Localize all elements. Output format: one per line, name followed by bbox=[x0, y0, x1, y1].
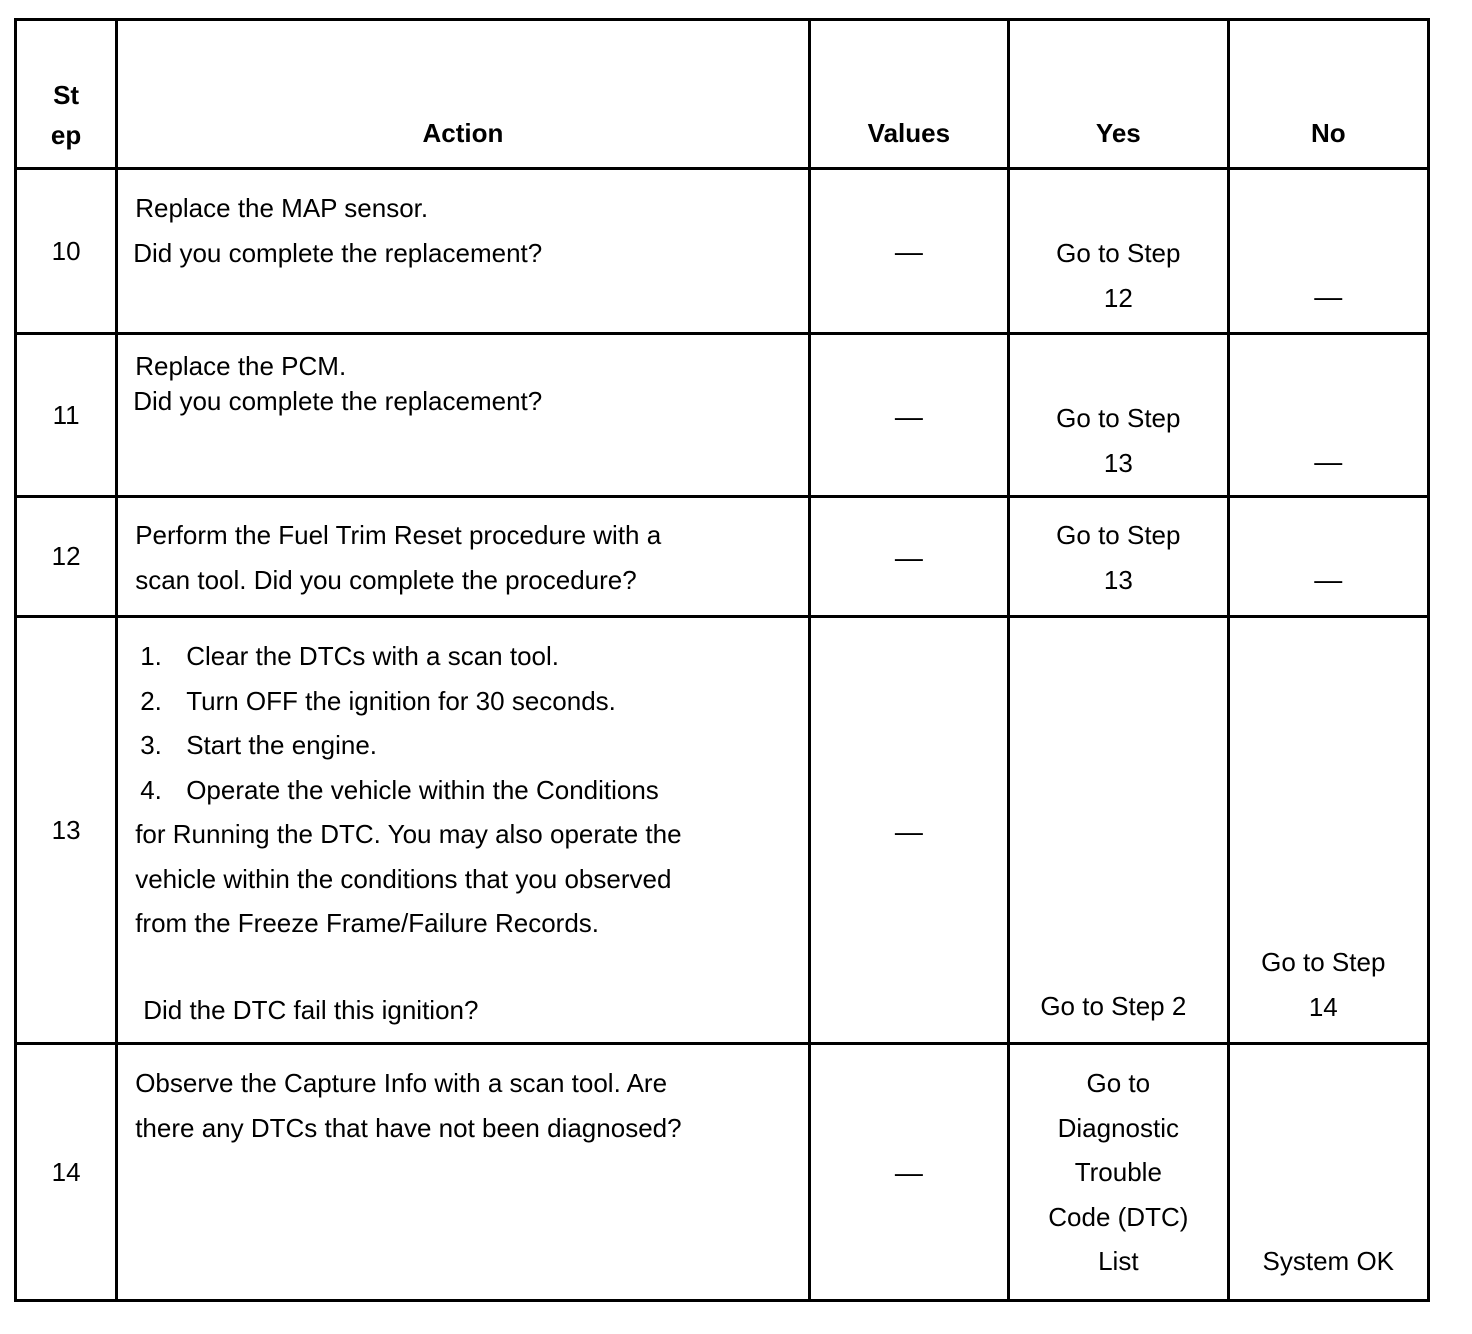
table-row bbox=[16, 1044, 1429, 1301]
action-cell bbox=[117, 169, 809, 334]
header-no: No bbox=[1228, 20, 1428, 169]
no-cell bbox=[1228, 334, 1428, 497]
header-step bbox=[16, 20, 117, 169]
no-text: 14 bbox=[1308, 991, 1338, 1022]
header-action: Action bbox=[117, 20, 809, 169]
action-text: scan tool. Did you complete the procedure? bbox=[135, 564, 637, 595]
action-text: Replace the PCM. bbox=[135, 351, 347, 381]
step-number: 14 bbox=[16, 1044, 117, 1301]
yes-cell bbox=[1009, 497, 1228, 617]
action-text: from the Freeze Frame/Failure Records. bbox=[135, 908, 600, 938]
yes-text: List bbox=[1098, 1246, 1139, 1276]
yes-cell bbox=[1009, 617, 1228, 1044]
table-row bbox=[16, 497, 1429, 617]
yes-text: 12 bbox=[1103, 282, 1133, 313]
values-cell bbox=[809, 169, 1008, 334]
list-number: 2. bbox=[140, 685, 162, 716]
action-text: Observe the Capture Info with a scan tool. Are bbox=[135, 1068, 668, 1098]
list-text: Clear the DTCs with a scan tool. bbox=[186, 641, 560, 671]
no-cell bbox=[1228, 497, 1428, 617]
no-text: System OK bbox=[1262, 1246, 1395, 1276]
list-item bbox=[135, 768, 797, 813]
step-number: 12 bbox=[16, 497, 117, 617]
list-item bbox=[135, 723, 797, 768]
list-text: Turn OFF the ignition for 30 seconds. bbox=[186, 685, 616, 716]
diagnostic-table bbox=[14, 18, 1430, 1302]
table-row bbox=[16, 334, 1429, 497]
step-number: 13 bbox=[16, 617, 117, 1044]
action-text: Did you complete the replacement? bbox=[133, 386, 543, 416]
yes-cell bbox=[1009, 1044, 1228, 1301]
action-text: Perform the Fuel Trim Reset procedure with a bbox=[135, 520, 662, 550]
yes-text: Go to Step bbox=[1056, 238, 1181, 268]
action-text: vehicle within the conditions that you observed bbox=[135, 863, 672, 894]
list-item bbox=[135, 679, 797, 724]
values-text: — bbox=[894, 1157, 923, 1188]
no-cell bbox=[1228, 169, 1428, 334]
values-cell bbox=[809, 617, 1008, 1044]
action-text: Did you complete the replacement? bbox=[133, 237, 543, 268]
yes-cell bbox=[1009, 334, 1228, 497]
header-yes: Yes bbox=[1009, 20, 1228, 169]
action-cell bbox=[117, 334, 809, 497]
yes-cell bbox=[1009, 169, 1228, 334]
step-number: 10 bbox=[16, 169, 117, 334]
list-text: Start the engine. bbox=[186, 730, 378, 760]
table-row bbox=[16, 617, 1429, 1044]
no-text: — bbox=[1314, 564, 1343, 595]
action-question: Did the DTC fail this ignition? bbox=[143, 994, 479, 1025]
table-row bbox=[16, 169, 1429, 334]
action-text: Replace the MAP sensor. bbox=[135, 193, 429, 223]
list-text: Operate the vehicle within the Conditions bbox=[186, 774, 659, 805]
no-text: — bbox=[1314, 446, 1343, 477]
list-item bbox=[135, 634, 797, 679]
header-step-line1: St bbox=[53, 80, 80, 110]
no-cell bbox=[1228, 617, 1428, 1044]
header-step-line2: ep bbox=[50, 120, 82, 150]
no-text: — bbox=[1314, 281, 1343, 312]
yes-text: Go to Step bbox=[1056, 403, 1181, 433]
yes-text: 13 bbox=[1103, 447, 1133, 478]
yes-text: Go to Step bbox=[1056, 520, 1181, 550]
values-text: — bbox=[894, 816, 923, 847]
no-cell bbox=[1228, 1044, 1428, 1301]
values-text: — bbox=[894, 401, 923, 432]
action-cell bbox=[117, 497, 809, 617]
action-text: there any DTCs that have not been diagnosed? bbox=[135, 1112, 682, 1143]
values-text: — bbox=[894, 236, 923, 267]
yes-text: Code (DTC) bbox=[1048, 1201, 1189, 1232]
yes-text: 13 bbox=[1103, 564, 1133, 595]
yes-text: Go to bbox=[1086, 1068, 1151, 1098]
values-text: — bbox=[894, 542, 923, 573]
values-cell bbox=[809, 497, 1008, 617]
header-values: Values bbox=[809, 20, 1008, 169]
action-text: for Running the DTC. You may also operate the bbox=[135, 819, 682, 849]
yes-text: Diagnostic bbox=[1057, 1112, 1180, 1143]
values-cell bbox=[809, 334, 1008, 497]
values-cell bbox=[809, 1044, 1008, 1301]
yes-text: Go to Step 2 bbox=[1040, 991, 1187, 1021]
yes-text: Trouble bbox=[1074, 1157, 1162, 1187]
list-number: 3. bbox=[140, 730, 162, 760]
list-number: 4. bbox=[140, 774, 162, 805]
list-number: 1. bbox=[140, 641, 162, 671]
action-cell bbox=[117, 617, 809, 1044]
step-number: 11 bbox=[16, 334, 117, 497]
action-cell bbox=[117, 1044, 809, 1301]
no-text: Go to Step bbox=[1261, 947, 1386, 977]
header-row bbox=[16, 20, 1429, 169]
